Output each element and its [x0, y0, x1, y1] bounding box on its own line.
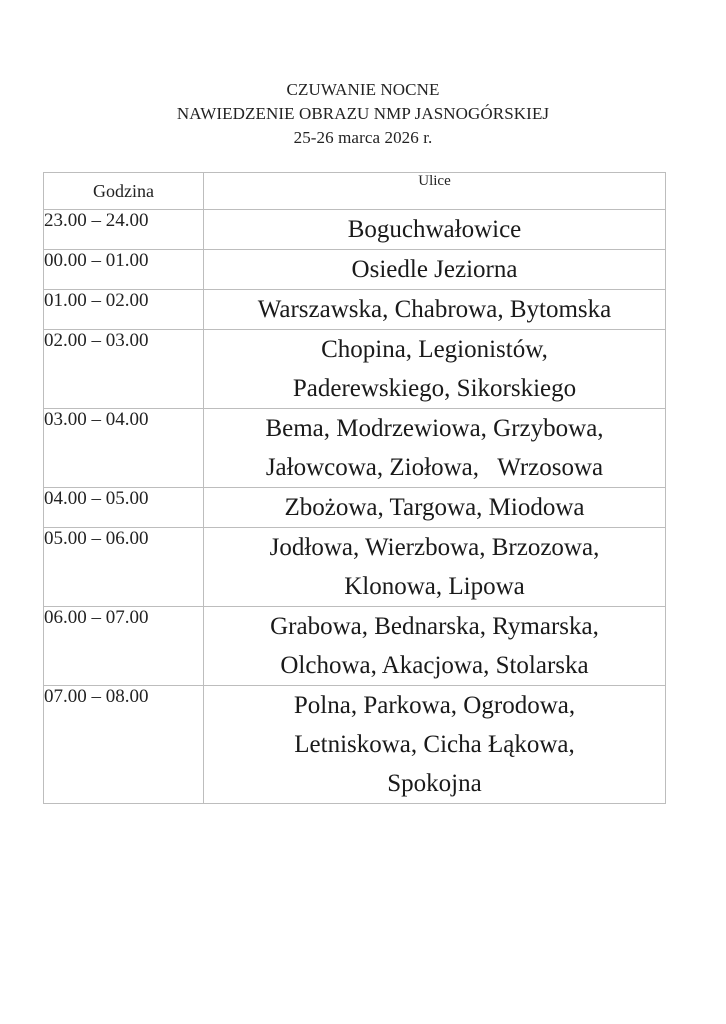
table-header-row — [44, 173, 666, 210]
table-row — [44, 210, 666, 250]
time-cell: 07.00 – 08.00 — [44, 686, 204, 804]
streets-cell — [204, 409, 666, 488]
time-cell: 03.00 – 04.00 — [44, 409, 204, 488]
streets-cell — [204, 290, 666, 330]
header-title: CZUWANIE NOCNE — [286, 80, 440, 99]
column-header-streets: Ulice — [204, 173, 666, 210]
table-row — [44, 607, 666, 686]
header-date: 25-26 marca 2026 r. — [293, 128, 433, 147]
streets-cell — [204, 686, 666, 804]
table-row — [44, 330, 666, 409]
table-row — [44, 488, 666, 528]
schedule-body — [44, 210, 666, 804]
table-row — [44, 528, 666, 607]
streets-cell — [204, 250, 666, 290]
time-cell: 05.00 – 06.00 — [44, 528, 204, 607]
table-row — [44, 250, 666, 290]
column-header-time: Godzina — [44, 173, 204, 210]
street-line: Letniskowa, Cicha Łąkowa, — [294, 731, 575, 758]
table-row — [44, 290, 666, 330]
time-cell: 02.00 – 03.00 — [44, 330, 204, 409]
streets-cell — [204, 528, 666, 607]
streets-cell — [204, 607, 666, 686]
street-line: Chopina, Legionistów, — [321, 336, 548, 363]
street-line: Warszawska, Chabrowa, Bytomska — [257, 296, 612, 323]
time-cell: 23.00 – 24.00 — [44, 210, 204, 250]
streets-cell — [204, 330, 666, 409]
street-line: Boguchwałowice — [347, 216, 522, 243]
street-line: Spokojna — [387, 770, 482, 797]
street-line: Zbożowa, Targowa, Miodowa — [284, 494, 585, 521]
street-line: Paderewskiego, Sikorskiego — [292, 375, 577, 402]
streets-cell — [204, 210, 666, 250]
time-cell: 04.00 – 05.00 — [44, 488, 204, 528]
street-line: Bema, Modrzewiowa, Grzybowa, — [265, 415, 604, 442]
header-subtitle: NAWIEDZENIE OBRAZU NMP JASNOGÓRSKIEJ — [176, 104, 550, 123]
schedule-table — [43, 172, 666, 804]
street-line: Jodłowa, Wierzbowa, Brzozowa, — [269, 534, 600, 561]
time-cell: 01.00 – 02.00 — [44, 290, 204, 330]
street-line: Osiedle Jeziorna — [351, 256, 518, 283]
document-header — [0, 78, 726, 150]
time-cell: 06.00 – 07.00 — [44, 607, 204, 686]
street-line: Grabowa, Bednarska, Rymarska, — [270, 613, 599, 640]
table-row — [44, 409, 666, 488]
street-line: Jałowcowa, Ziołowa, Wrzosowa — [265, 454, 604, 481]
street-line: Klonowa, Lipowa — [344, 573, 525, 600]
street-line: Olchowa, Akacjowa, Stolarska — [280, 652, 589, 679]
table-row — [44, 686, 666, 804]
street-line: Polna, Parkowa, Ogrodowa, — [293, 692, 576, 719]
streets-cell — [204, 488, 666, 528]
time-cell: 00.00 – 01.00 — [44, 250, 204, 290]
